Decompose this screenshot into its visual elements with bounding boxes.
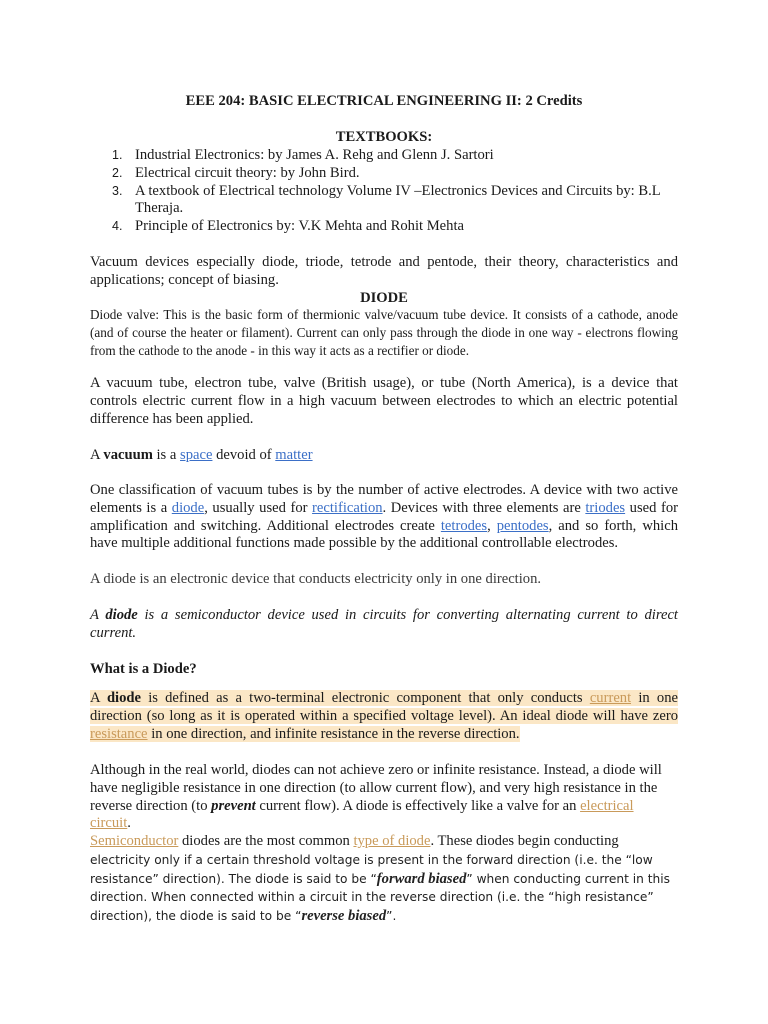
what-is-diode-heading: What is a Diode? [90, 661, 197, 677]
textbook-item: 3. A textbook of Electrical technology Volume IV –Electronics Devices and Circuits by: B.L Theraja. [112, 182, 661, 217]
link-space[interactable]: space [180, 447, 213, 463]
one-direction-sentence: A diode is an electronic device that conducts electricity only in one direction. [90, 571, 542, 587]
textbook-item: 1. Industrial Electronics: by James A. Rehg and Glenn J. Sartori [112, 147, 494, 163]
link-current[interactable]: current [589, 690, 632, 706]
diode-heading: DIODE [360, 290, 408, 306]
diode-valve-paragraph: Diode valve: This is the basic form of thermionic valve/vacuum tube device. It consists of a cathode, anode (and of course the heater or filament). Current can only pass through the diode in one way - electrons flowing from the cathode to the anode - in this way it acts as a rectifier or diode. [90, 307, 678, 358]
link-matter[interactable]: matter [275, 447, 313, 463]
link-triodes[interactable]: triodes [585, 499, 626, 516]
semiconductor-definition: A diode is a semiconductor device used in circuits for converting alternating current to direct current. [90, 607, 678, 641]
link-semiconductor[interactable]: Semiconductor [90, 833, 179, 849]
link-electrical-circuit[interactable]: electrical circuit [90, 797, 634, 832]
real-world-paragraph: Although in the real world, diodes can not achieve zero or infinite resistance. Instead, a diode will have negligible resistance in one direction (to allow current flow), and very high resistance in the reverse direction (to prevent current flow). A diode is effectively like a valve for an electrical circuit. [90, 762, 662, 832]
link-diode[interactable]: diode [171, 499, 205, 516]
textbooks-heading: TEXTBOOKS: [335, 129, 433, 145]
link-pentodes[interactable]: pentodes [496, 517, 549, 534]
link-resistance[interactable]: resistance [90, 725, 148, 742]
textbook-item: 2. Electrical circuit theory: by John Bird. [112, 164, 360, 181]
diode-defined-paragraph: A diode is defined as a two-terminal electronic component that only conducts current in one direction (so long as it is operated within a specified voltage level). An ideal diode will have zero resistance in one direction, and infinite resistance in the reverse direction. [90, 690, 678, 742]
vacuum-tube-paragraph: A vacuum tube, electron tube, valve (British usage), or tube (North America), is a device that controls electric current flow in a high vacuum between electrodes to which an electric potential difference has been applied. [90, 375, 678, 427]
course-title: EEE 204: BASIC ELECTRICAL ENGINEERING II: 2 Credits [185, 93, 583, 109]
link-rectification[interactable]: rectification [312, 499, 383, 516]
vacuum-definition: A vacuum is a space devoid of matter [90, 447, 313, 463]
textbook-item: 4. Principle of Electronics by: V.K Mehta and Rohit Mehta [112, 218, 464, 235]
classification-paragraph: One classification of vacuum tubes is by the number of active electrodes. A device with two active elements is a diode, usually used for rectification. Devices with three elements are triodes used for amplification and switching. Additional electrodes create tetrodes, pentodes, and so forth, which have multiple additional functions made possible by the additional controllable electrodes. [90, 482, 679, 552]
link-tetrodes[interactable]: tetrodes [440, 517, 488, 534]
intro-paragraph: Vacuum devices especially diode, triode, tetrode and pentode, their theory, characteristics and applications; concept of biasing. [90, 254, 678, 288]
textbooks-list [90, 147, 678, 236]
semiconductor-paragraph: Semiconductor diodes are the most common type of diode. These diodes begin conducting electricity only if a certain threshold voltage is present in the forward direction (i.e. the “low resistance” direction). The diode is said to be “forward biased” when conducting current in this direction. When connected within a circuit in the reverse direction (i.e. the “high resistance” direction), the diode is said to be “reverse biased”. [90, 833, 670, 925]
link-type-of-diode[interactable]: type of diode [353, 833, 431, 849]
